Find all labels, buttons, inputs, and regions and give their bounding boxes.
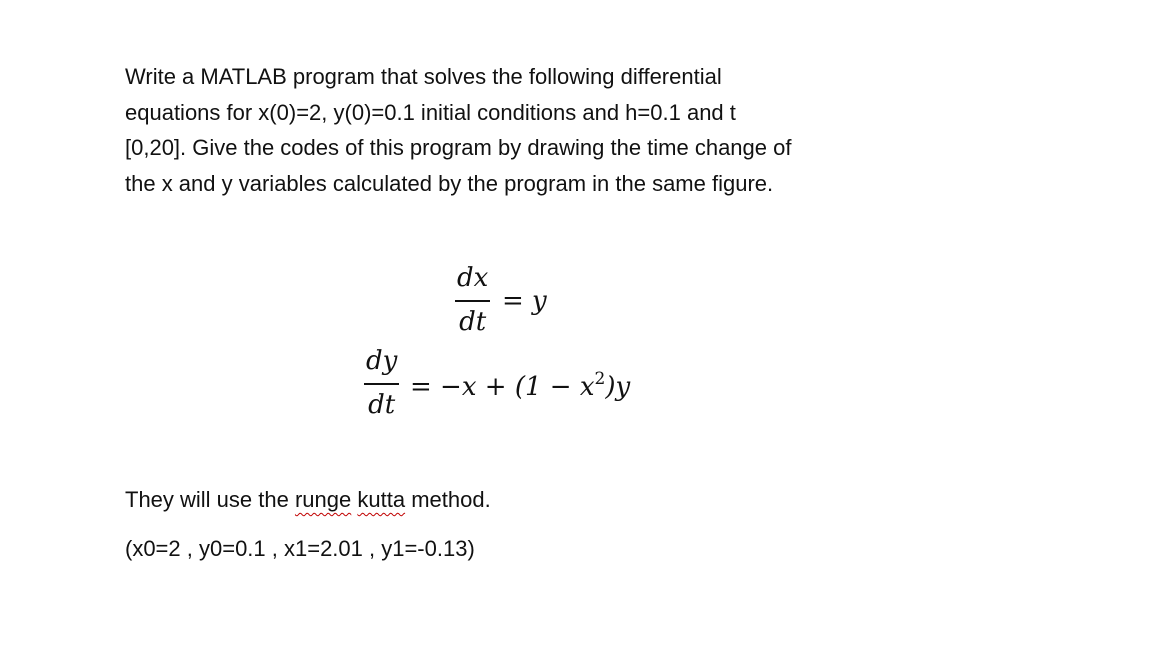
fraction-bar (364, 383, 399, 385)
paragraph-line-1: Write a MATLAB program that solves the following differential (125, 64, 722, 89)
values-line: (x0=2 , y0=0.1 , x1=2.01 , y1=-0.13) (125, 536, 475, 561)
paragraph-line-4: the x and y variables calculated by the program in the same figure. (125, 170, 774, 196)
paragraph-line-2: equations for x(0)=2, y(0)=0.1 initial conditions and h=0.1 and t (125, 99, 736, 125)
equation-1-numerator: dx (457, 263, 489, 293)
method-line (125, 487, 491, 513)
problem-paragraph (125, 59, 1025, 201)
spellcheck-word-kutta: kutta (357, 487, 406, 512)
equation-2-rhs (410, 369, 630, 402)
equation-1-fraction (455, 262, 490, 338)
equation-2-denominator: dt (368, 390, 396, 420)
spellcheck-word-runge: runge (294, 487, 352, 512)
equation-1-rhs: = y (502, 286, 547, 316)
equation-2-fraction (364, 345, 399, 421)
paragraph-line-3: [0,20]. Give the codes of this program by drawing the time change of (125, 135, 792, 160)
fraction-bar (455, 300, 490, 302)
method-line-before: They will use the (125, 487, 295, 512)
equation-2-exponent: 2 (594, 369, 606, 389)
equation-2-rhs-part-a: = −x + (1 − x (410, 372, 595, 402)
equation-1-denominator: dt (459, 307, 487, 337)
equation-2-rhs-part-b: )y (605, 372, 631, 402)
equation-2-numerator: dy (366, 346, 398, 376)
method-line-after: method. (405, 487, 491, 512)
